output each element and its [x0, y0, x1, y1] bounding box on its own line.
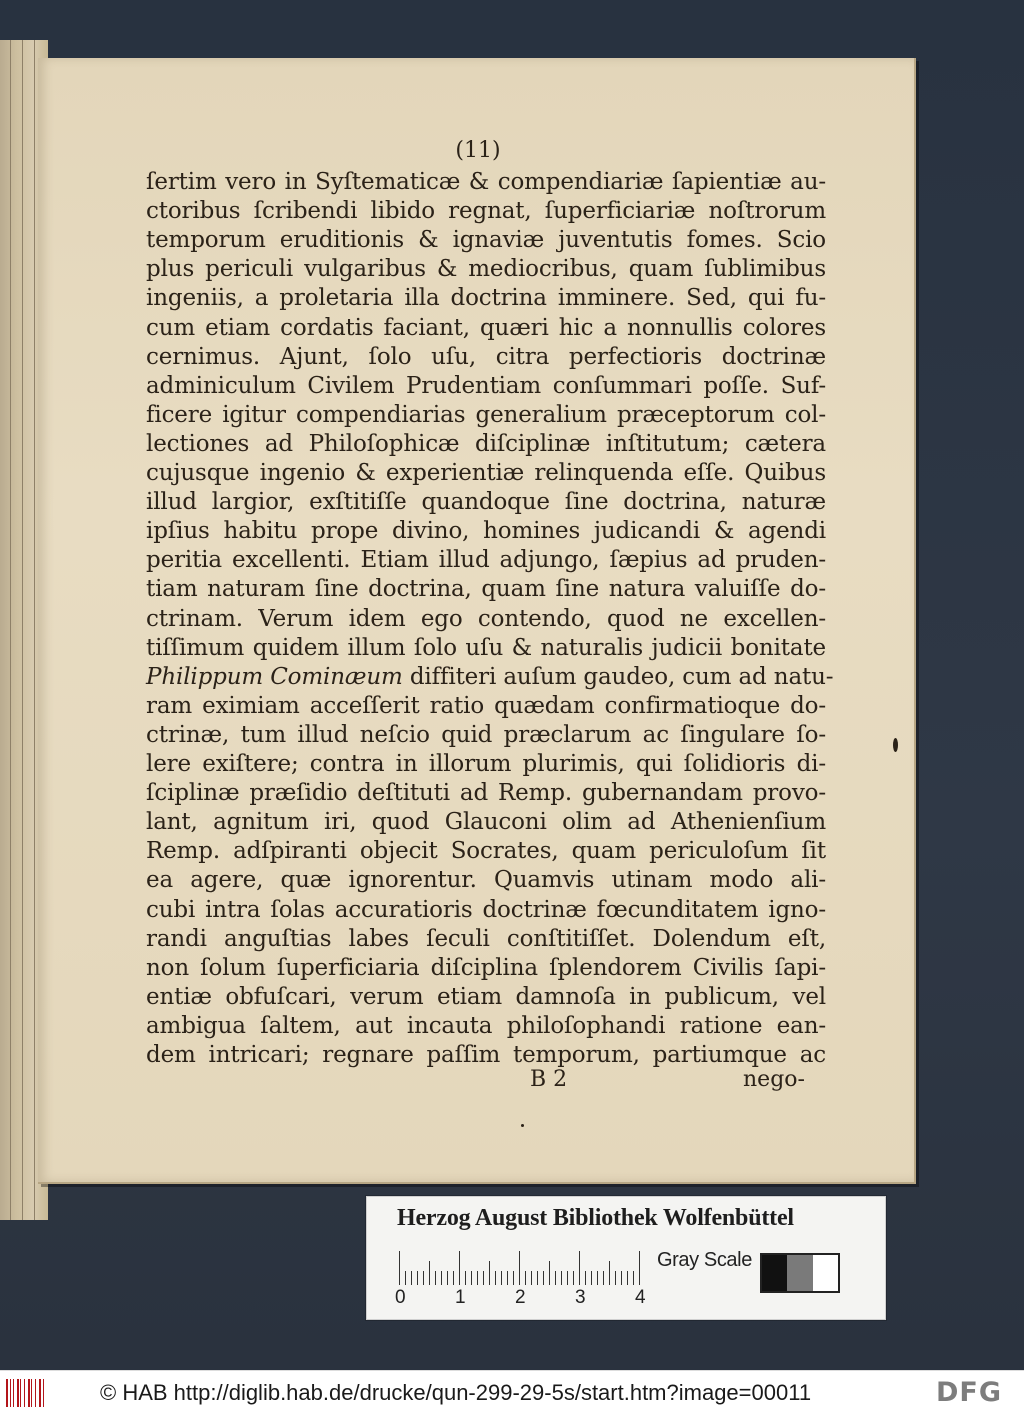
ruler-label: 2: [515, 1287, 526, 1308]
text-line: randi anguſtias labes ſeculi conſtitiſſet. Dolendum eſt,: [146, 925, 826, 952]
text-line: cum etiam cordatis faciant, quæri hic a nonnullis colores: [146, 314, 826, 341]
ruler-tick: [543, 1271, 544, 1285]
italic-name: Philippum Cominæum: [146, 663, 403, 690]
text-line: lere exiſtere; contra in illorum plurimis, qui ſolidioris di-: [146, 751, 826, 777]
barcode-bar: [17, 1379, 19, 1407]
ruler-label: 4: [635, 1287, 646, 1308]
text-line: ctoribus ſcribendi libido regnat, ſuperficiariæ noſtrorum: [146, 198, 826, 225]
ruler-label: 0: [395, 1287, 406, 1308]
ruler-tick: [597, 1271, 598, 1285]
text-line: ctrinam. Verum idem ego contendo, quod ne excellen-: [146, 605, 826, 632]
book-page: [38, 58, 916, 1184]
ruler-tick: [525, 1271, 526, 1285]
ruler-tick: [459, 1251, 460, 1285]
ruler-tick: [567, 1271, 568, 1285]
ink-speck: [521, 1124, 524, 1127]
text-line: cernimus. Ajunt, ſolo uſu, citra perfectioris doctrinæ: [146, 343, 826, 370]
barcode-bar: [24, 1379, 25, 1407]
text-line: ſertim vero in Syſtematicæ & compendiariæ ſapientiæ au-: [146, 169, 826, 195]
footer-bar: [0, 1370, 1024, 1415]
barcode-bar: [13, 1379, 14, 1407]
text-line: ficere igitur compendiarias generalium præceptorum col-: [146, 401, 826, 428]
text-line: ingeniis, a proletaria illa doctrina imminere. Sed, qui fu-: [146, 285, 826, 312]
text-line: ambigua ſaltem, aut incauta philoſophandi ratione ean-: [146, 1012, 826, 1039]
barcode-bar: [31, 1379, 32, 1407]
color-target-card: [366, 1196, 886, 1320]
ruler-tick: [453, 1271, 454, 1285]
ruler-tick: [639, 1251, 640, 1285]
ruler-tick: [513, 1271, 514, 1285]
text-line: lectiones ad Philoſophicæ diſciplinæ inſtitutum; cætera: [146, 430, 826, 457]
text-line: ſciplinæ præſidio deſtituti ad Remp. gubernandam provo-: [146, 780, 826, 807]
text-line: peritia excellenti. Etiam illud adjungo, ſæpius ad pruden-: [146, 547, 826, 574]
barcode-bar: [43, 1379, 44, 1407]
ruler-label: 3: [575, 1287, 586, 1308]
text-line: dem intricari; regnare paſſim temporum, partiumque ac: [146, 1042, 826, 1068]
ruler-tick: [495, 1271, 496, 1285]
text-line: tiſſimum quidem illum ſolo uſu & naturalis judicii bonitate: [146, 634, 826, 661]
page-edge-line: [34, 40, 35, 1220]
ruler-tick: [405, 1271, 406, 1285]
text-line: lant, agnitum iri, quod Glauconi olim ad Athenienſium: [146, 809, 826, 836]
text-line: illud largior, exſtitiſſe quandoque ſine doctrina, naturæ: [146, 489, 826, 516]
ruler-tick: [417, 1271, 418, 1285]
ruler-tick: [519, 1251, 520, 1285]
ruler-tick: [411, 1271, 412, 1285]
ruler-tick: [441, 1271, 442, 1285]
ruler-tick: [615, 1271, 616, 1285]
text-line: entiæ obfuſcari, verum etiam damnoſa in publicum, vel: [146, 983, 826, 1010]
ruler-tick: [549, 1261, 550, 1285]
text-line: ram eximiam acceſſerit ratio quædam confirmatioque do-: [146, 692, 826, 719]
ruler-tick: [627, 1271, 628, 1285]
ruler-tick: [429, 1261, 430, 1285]
text-line: plus periculi vulgaribus & mediocribus, quam ſublimibus: [146, 256, 826, 283]
ruler-label: 1: [455, 1287, 466, 1308]
text-line: non ſolum ſuperficiaria diſciplina ſplendorem Civilis ſapi-: [146, 954, 826, 981]
barcode-bar: [20, 1379, 21, 1407]
barcode-bar: [6, 1379, 8, 1407]
text-line: ctrinæ, tum illud neſcio quid præclarum ac ſingulare ſo-: [146, 721, 826, 748]
signature-mark: B 2: [530, 1067, 568, 1092]
ruler-tick: [465, 1271, 466, 1285]
text-line: ea agere, quæ ignorentur. Quamvis utinam modo ali-: [146, 867, 826, 894]
text-line: temporum eruditionis & ignaviæ juventutis fomes. Scio: [146, 227, 826, 254]
gray-scale-label: Gray Scale: [657, 1249, 752, 1271]
ruler-tick: [531, 1271, 532, 1285]
barcode-bar: [10, 1379, 11, 1407]
ruler-tick: [633, 1271, 634, 1285]
gray-scale-swatches: [760, 1253, 840, 1293]
page-number: (11): [455, 138, 501, 163]
barcode-logo: [6, 1379, 50, 1407]
ruler-tick: [561, 1271, 562, 1285]
text-span: diffiteri auſum gaudeo, cum ad natu-: [402, 663, 834, 690]
text-line: cubi intra ſolas accuratioris doctrinæ fœcunditatem igno-: [146, 896, 826, 923]
catchword: nego-: [743, 1067, 805, 1092]
ruler-tick: [591, 1271, 592, 1285]
library-name: Herzog August Bibliothek Wolfenbüttel: [397, 1205, 794, 1231]
text-line: [146, 663, 834, 691]
barcode-bar: [35, 1379, 36, 1407]
ruler-tick: [507, 1271, 508, 1285]
text-line: adminiculum Civilem Prudentiam conſummari poſſe. Suf-: [146, 372, 826, 399]
gray-swatch: [787, 1255, 812, 1291]
ruler-tick: [435, 1271, 436, 1285]
dfg-logo: DFG: [936, 1377, 1003, 1408]
ruler: [399, 1249, 649, 1285]
ruler-tick: [489, 1261, 490, 1285]
ruler-tick: [621, 1271, 622, 1285]
gray-swatch: [762, 1255, 787, 1291]
ruler-tick: [585, 1271, 586, 1285]
ruler-tick: [483, 1271, 484, 1285]
text-line: tiam naturam ſine doctrina, quam ſine natura valuiſſe do-: [146, 576, 826, 603]
page-edge-line: [10, 40, 11, 1220]
ruler-tick: [609, 1261, 610, 1285]
copyright-url[interactable]: © HAB http://diglib.hab.de/drucke/qun-299-29-5s/start.htm?image=00011: [100, 1380, 812, 1405]
ruler-tick: [579, 1251, 580, 1285]
ruler-tick: [447, 1271, 448, 1285]
page-edge-line: [22, 40, 23, 1220]
ruler-tick: [501, 1271, 502, 1285]
ruler-tick: [423, 1271, 424, 1285]
ruler-tick: [555, 1271, 556, 1285]
ruler-tick: [399, 1251, 400, 1285]
text-line: cujusque ingenio & experientiæ relinquenda eſſe. Quibus: [146, 460, 826, 486]
ink-speck: [893, 738, 898, 752]
ruler-tick: [537, 1271, 538, 1285]
text-line: ipſius habitu prope divino, homines judicandi & agendi: [146, 518, 826, 545]
gray-swatch: [813, 1255, 838, 1291]
ruler-tick: [603, 1271, 604, 1285]
ruler-tick: [471, 1271, 472, 1285]
ruler-tick: [573, 1271, 574, 1285]
ruler-tick: [477, 1271, 478, 1285]
text-line: Remp. adſpiranti objecit Socrates, quam periculoſum ſit: [146, 838, 826, 865]
barcode-bar: [28, 1379, 30, 1407]
barcode-bar: [39, 1379, 41, 1407]
